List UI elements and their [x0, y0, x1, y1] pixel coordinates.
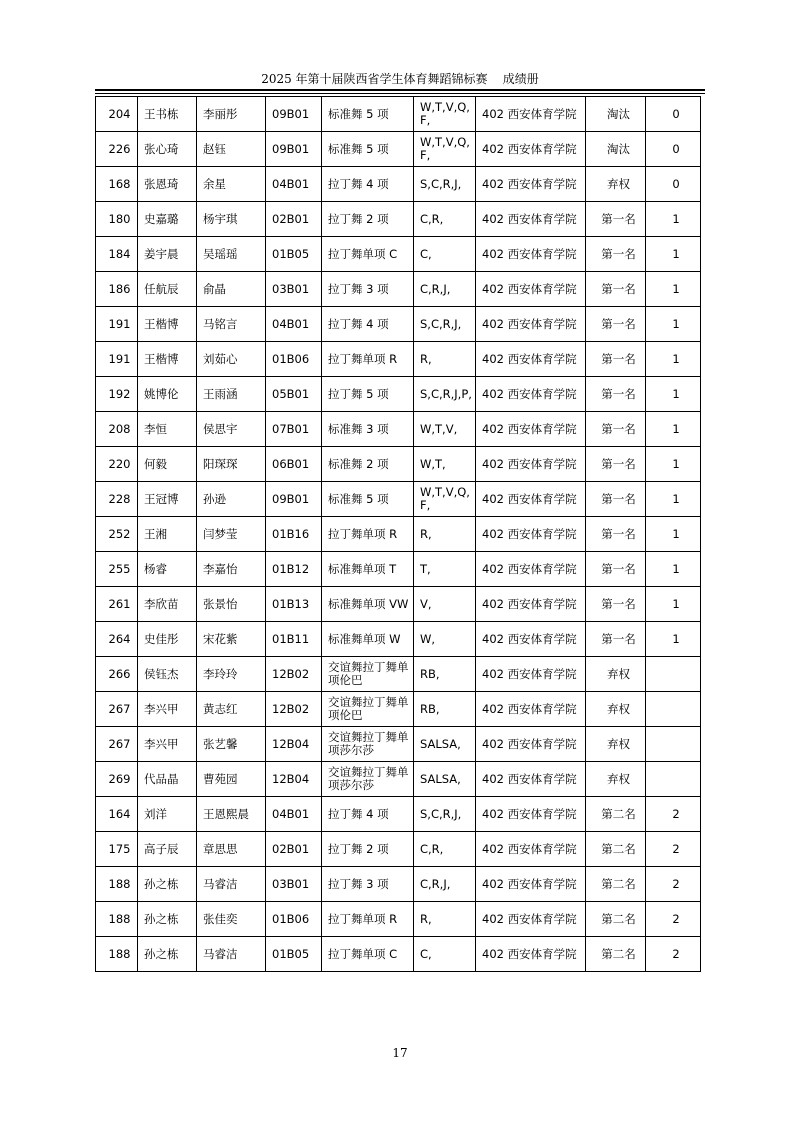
cell-group-code: 02B01 — [266, 202, 322, 237]
cell-group-code: 09B01 — [266, 482, 322, 517]
cell-athlete-number: 184 — [96, 237, 138, 272]
cell-score: 1 — [646, 622, 701, 657]
cell-female-dancer: 章思思 — [197, 832, 266, 867]
cell-athlete-number: 191 — [96, 307, 138, 342]
cell-result: 弃权 — [586, 657, 646, 692]
cell-athlete-number: 188 — [96, 867, 138, 902]
cell-male-dancer: 姜宇晨 — [138, 237, 197, 272]
cell-result: 第一名 — [586, 447, 646, 482]
cell-female-dancer: 俞晶 — [197, 272, 266, 307]
cell-group-code: 04B01 — [266, 307, 322, 342]
table-row — [96, 727, 701, 762]
cell-female-dancer: 李玲玲 — [197, 657, 266, 692]
cell-group-code: 04B01 — [266, 167, 322, 202]
cell-event-name: 标准舞单项 VW — [322, 587, 414, 622]
cell-event-name: 交谊舞拉丁舞单项莎尔莎 — [322, 727, 414, 762]
results-table-body — [96, 97, 701, 972]
cell-dances: W,T,V,Q,F, — [414, 97, 476, 132]
cell-dances: C,R, — [414, 832, 476, 867]
cell-score: 1 — [646, 237, 701, 272]
cell-team: 402 西安体育学院 — [476, 167, 586, 202]
cell-team: 402 西安体育学院 — [476, 482, 586, 517]
cell-event-name: 拉丁舞 3 项 — [322, 867, 414, 902]
cell-dances: C,R,J, — [414, 272, 476, 307]
cell-result: 第一名 — [586, 202, 646, 237]
cell-event-name: 拉丁舞 5 项 — [322, 377, 414, 412]
cell-female-dancer: 侯思宇 — [197, 412, 266, 447]
cell-event-name: 拉丁舞单项 R — [322, 517, 414, 552]
cell-result: 第一名 — [586, 342, 646, 377]
table-row — [96, 937, 701, 972]
cell-female-dancer: 余星 — [197, 167, 266, 202]
cell-score: 1 — [646, 447, 701, 482]
cell-event-name: 交谊舞拉丁舞单项莎尔莎 — [322, 762, 414, 797]
cell-male-dancer: 张心琦 — [138, 132, 197, 167]
cell-team: 402 西安体育学院 — [476, 307, 586, 342]
cell-female-dancer: 张佳奕 — [197, 902, 266, 937]
cell-female-dancer: 李丽彤 — [197, 97, 266, 132]
cell-group-code: 06B01 — [266, 447, 322, 482]
cell-event-name: 拉丁舞 4 项 — [322, 167, 414, 202]
cell-male-dancer: 侯钰杰 — [138, 657, 197, 692]
header-rule-thin — [95, 93, 705, 94]
cell-male-dancer: 李兴甲 — [138, 727, 197, 762]
cell-group-code: 12B04 — [266, 727, 322, 762]
cell-female-dancer: 阳琛琛 — [197, 447, 266, 482]
cell-athlete-number: 188 — [96, 937, 138, 972]
cell-team: 402 西安体育学院 — [476, 342, 586, 377]
cell-event-name: 标准舞 5 项 — [322, 132, 414, 167]
cell-female-dancer: 李嘉怡 — [197, 552, 266, 587]
cell-dances: R, — [414, 342, 476, 377]
cell-athlete-number: 175 — [96, 832, 138, 867]
cell-dances: W,T,V, — [414, 412, 476, 447]
cell-female-dancer: 马睿洁 — [197, 937, 266, 972]
cell-male-dancer: 孙之栋 — [138, 867, 197, 902]
cell-group-code: 12B02 — [266, 692, 322, 727]
table-row — [96, 237, 701, 272]
cell-result: 第一名 — [586, 482, 646, 517]
cell-event-name: 拉丁舞 2 项 — [322, 832, 414, 867]
cell-male-dancer: 史嘉璐 — [138, 202, 197, 237]
cell-score — [646, 762, 701, 797]
cell-female-dancer: 赵钰 — [197, 132, 266, 167]
cell-dances: V, — [414, 587, 476, 622]
cell-dances: W,T,V,Q,F, — [414, 132, 476, 167]
cell-group-code: 01B16 — [266, 517, 322, 552]
table-row — [96, 97, 701, 132]
cell-female-dancer: 孙逊 — [197, 482, 266, 517]
cell-event-name: 标准舞单项 W — [322, 622, 414, 657]
cell-female-dancer: 吴瑶瑶 — [197, 237, 266, 272]
cell-athlete-number: 186 — [96, 272, 138, 307]
table-row — [96, 342, 701, 377]
cell-result: 第一名 — [586, 587, 646, 622]
cell-event-name: 拉丁舞单项 C — [322, 237, 414, 272]
cell-dances: R, — [414, 902, 476, 937]
cell-male-dancer: 任航辰 — [138, 272, 197, 307]
cell-female-dancer: 马睿洁 — [197, 867, 266, 902]
cell-group-code: 05B01 — [266, 377, 322, 412]
cell-male-dancer: 李恒 — [138, 412, 197, 447]
table-row — [96, 272, 701, 307]
cell-group-code: 12B04 — [266, 762, 322, 797]
cell-team: 402 西安体育学院 — [476, 902, 586, 937]
cell-score: 0 — [646, 132, 701, 167]
cell-group-code: 01B06 — [266, 902, 322, 937]
cell-event-name: 拉丁舞 3 项 — [322, 272, 414, 307]
cell-male-dancer: 史佳彤 — [138, 622, 197, 657]
cell-group-code: 12B02 — [266, 657, 322, 692]
cell-score: 1 — [646, 342, 701, 377]
cell-result: 弃权 — [586, 692, 646, 727]
cell-event-name: 拉丁舞单项 C — [322, 937, 414, 972]
cell-group-code: 01B12 — [266, 552, 322, 587]
cell-score — [646, 692, 701, 727]
table-row — [96, 307, 701, 342]
cell-result: 第二名 — [586, 832, 646, 867]
cell-score: 1 — [646, 377, 701, 412]
cell-female-dancer: 宋花紫 — [197, 622, 266, 657]
cell-male-dancer: 李欣苗 — [138, 587, 197, 622]
cell-female-dancer: 王恩熙晨 — [197, 797, 266, 832]
cell-athlete-number: 168 — [96, 167, 138, 202]
cell-dances: SALSA, — [414, 762, 476, 797]
cell-male-dancer: 王书栋 — [138, 97, 197, 132]
cell-score — [646, 727, 701, 762]
cell-result: 第二名 — [586, 937, 646, 972]
cell-score: 2 — [646, 902, 701, 937]
cell-female-dancer: 刘茹心 — [197, 342, 266, 377]
cell-event-name: 交谊舞拉丁舞单项伦巴 — [322, 692, 414, 727]
cell-result: 第一名 — [586, 307, 646, 342]
cell-group-code: 02B01 — [266, 832, 322, 867]
cell-result: 第二名 — [586, 867, 646, 902]
cell-dances: C,R, — [414, 202, 476, 237]
cell-event-name: 拉丁舞 2 项 — [322, 202, 414, 237]
cell-male-dancer: 李兴甲 — [138, 692, 197, 727]
cell-event-name: 拉丁舞单项 R — [322, 902, 414, 937]
cell-athlete-number: 264 — [96, 622, 138, 657]
cell-result: 第二名 — [586, 902, 646, 937]
cell-group-code: 01B06 — [266, 342, 322, 377]
cell-event-name: 标准舞单项 T — [322, 552, 414, 587]
cell-dances: RB, — [414, 692, 476, 727]
cell-result: 第一名 — [586, 622, 646, 657]
cell-dances: W,T,V,Q,F, — [414, 482, 476, 517]
cell-score — [646, 657, 701, 692]
cell-score: 2 — [646, 937, 701, 972]
cell-group-code: 07B01 — [266, 412, 322, 447]
cell-team: 402 西安体育学院 — [476, 937, 586, 972]
page-header-title: 2025 年第十届陕西省学生体育舞蹈锦标赛 成绩册 — [261, 72, 539, 86]
cell-team: 402 西安体育学院 — [476, 552, 586, 587]
header-rule-thick — [95, 89, 705, 91]
cell-female-dancer: 张艺馨 — [197, 727, 266, 762]
cell-team: 402 西安体育学院 — [476, 622, 586, 657]
cell-event-name: 拉丁舞 4 项 — [322, 307, 414, 342]
table-row — [96, 517, 701, 552]
cell-event-name: 标准舞 2 项 — [322, 447, 414, 482]
table-row — [96, 587, 701, 622]
cell-female-dancer: 杨宇琪 — [197, 202, 266, 237]
table-row — [96, 377, 701, 412]
cell-athlete-number: 252 — [96, 517, 138, 552]
cell-score: 1 — [646, 272, 701, 307]
cell-male-dancer: 何毅 — [138, 447, 197, 482]
cell-female-dancer: 曹苑园 — [197, 762, 266, 797]
cell-dances: W,T, — [414, 447, 476, 482]
table-row — [96, 832, 701, 867]
table-row — [96, 202, 701, 237]
table-row — [96, 482, 701, 517]
cell-group-code: 04B01 — [266, 797, 322, 832]
table-row — [96, 867, 701, 902]
cell-score: 0 — [646, 167, 701, 202]
cell-dances: T, — [414, 552, 476, 587]
cell-event-name: 标准舞 5 项 — [322, 482, 414, 517]
table-row — [96, 692, 701, 727]
cell-result: 第一名 — [586, 412, 646, 447]
cell-female-dancer: 王雨涵 — [197, 377, 266, 412]
cell-result: 淘汰 — [586, 132, 646, 167]
cell-team: 402 西安体育学院 — [476, 692, 586, 727]
cell-result: 第一名 — [586, 377, 646, 412]
cell-athlete-number: 191 — [96, 342, 138, 377]
cell-team: 402 西安体育学院 — [476, 377, 586, 412]
cell-team: 402 西安体育学院 — [476, 132, 586, 167]
cell-athlete-number: 208 — [96, 412, 138, 447]
cell-team: 402 西安体育学院 — [476, 412, 586, 447]
cell-athlete-number: 164 — [96, 797, 138, 832]
cell-athlete-number: 192 — [96, 377, 138, 412]
cell-score: 1 — [646, 517, 701, 552]
cell-athlete-number: 267 — [96, 727, 138, 762]
cell-team: 402 西安体育学院 — [476, 202, 586, 237]
cell-group-code: 01B13 — [266, 587, 322, 622]
cell-dances: R, — [414, 517, 476, 552]
cell-dances: C, — [414, 937, 476, 972]
cell-score: 0 — [646, 97, 701, 132]
cell-team: 402 西安体育学院 — [476, 867, 586, 902]
cell-team: 402 西安体育学院 — [476, 517, 586, 552]
cell-group-code: 01B05 — [266, 237, 322, 272]
cell-male-dancer: 孙之栋 — [138, 902, 197, 937]
cell-result: 弃权 — [586, 762, 646, 797]
cell-event-name: 拉丁舞单项 R — [322, 342, 414, 377]
cell-athlete-number: 180 — [96, 202, 138, 237]
cell-team: 402 西安体育学院 — [476, 727, 586, 762]
cell-event-name: 标准舞 3 项 — [322, 412, 414, 447]
cell-athlete-number: 228 — [96, 482, 138, 517]
cell-score: 2 — [646, 867, 701, 902]
cell-dances: S,C,R,J, — [414, 307, 476, 342]
cell-result: 第一名 — [586, 517, 646, 552]
cell-male-dancer: 杨睿 — [138, 552, 197, 587]
cell-event-name: 拉丁舞 4 项 — [322, 797, 414, 832]
cell-dances: S,C,R,J, — [414, 797, 476, 832]
cell-male-dancer: 代品晶 — [138, 762, 197, 797]
cell-event-name: 交谊舞拉丁舞单项伦巴 — [322, 657, 414, 692]
cell-athlete-number: 188 — [96, 902, 138, 937]
table-row — [96, 762, 701, 797]
cell-result: 弃权 — [586, 727, 646, 762]
cell-male-dancer: 张恩琦 — [138, 167, 197, 202]
cell-event-name: 标准舞 5 项 — [322, 97, 414, 132]
cell-female-dancer: 张景怡 — [197, 587, 266, 622]
cell-athlete-number: 220 — [96, 447, 138, 482]
cell-team: 402 西安体育学院 — [476, 832, 586, 867]
cell-athlete-number: 266 — [96, 657, 138, 692]
cell-male-dancer: 王楷博 — [138, 307, 197, 342]
cell-team: 402 西安体育学院 — [476, 272, 586, 307]
cell-score: 1 — [646, 202, 701, 237]
cell-dances: C, — [414, 237, 476, 272]
cell-team: 402 西安体育学院 — [476, 657, 586, 692]
cell-score: 2 — [646, 832, 701, 867]
cell-team: 402 西安体育学院 — [476, 97, 586, 132]
table-row — [96, 167, 701, 202]
table-row — [96, 622, 701, 657]
cell-result: 弃权 — [586, 167, 646, 202]
cell-team: 402 西安体育学院 — [476, 447, 586, 482]
table-row — [96, 412, 701, 447]
cell-group-code: 01B11 — [266, 622, 322, 657]
cell-dances: S,C,R,J,P, — [414, 377, 476, 412]
cell-group-code: 03B01 — [266, 272, 322, 307]
cell-athlete-number: 255 — [96, 552, 138, 587]
cell-male-dancer: 孙之栋 — [138, 937, 197, 972]
cell-group-code: 01B05 — [266, 937, 322, 972]
cell-score: 1 — [646, 587, 701, 622]
cell-score: 1 — [646, 412, 701, 447]
cell-male-dancer: 高子辰 — [138, 832, 197, 867]
cell-team: 402 西安体育学院 — [476, 762, 586, 797]
page-number: 17 — [392, 1046, 408, 1060]
cell-result: 淘汰 — [586, 97, 646, 132]
cell-result: 第一名 — [586, 552, 646, 587]
cell-score: 1 — [646, 307, 701, 342]
cell-athlete-number: 267 — [96, 692, 138, 727]
cell-male-dancer: 王楷博 — [138, 342, 197, 377]
table-row — [96, 132, 701, 167]
cell-athlete-number: 226 — [96, 132, 138, 167]
cell-group-code: 09B01 — [266, 132, 322, 167]
table-row — [96, 447, 701, 482]
cell-male-dancer: 姚博伦 — [138, 377, 197, 412]
cell-athlete-number: 261 — [96, 587, 138, 622]
cell-team: 402 西安体育学院 — [476, 587, 586, 622]
cell-result: 第一名 — [586, 272, 646, 307]
cell-result: 第二名 — [586, 797, 646, 832]
table-row — [96, 552, 701, 587]
cell-dances: RB, — [414, 657, 476, 692]
cell-athlete-number: 269 — [96, 762, 138, 797]
cell-dances: S,C,R,J, — [414, 167, 476, 202]
cell-score: 1 — [646, 482, 701, 517]
cell-result: 第一名 — [586, 237, 646, 272]
table-row — [96, 797, 701, 832]
cell-group-code: 09B01 — [266, 97, 322, 132]
table-row — [96, 657, 701, 692]
cell-dances: W, — [414, 622, 476, 657]
cell-female-dancer: 马铭言 — [197, 307, 266, 342]
cell-dances: SALSA, — [414, 727, 476, 762]
results-table — [95, 96, 701, 972]
cell-score: 1 — [646, 552, 701, 587]
cell-dances: C,R,J, — [414, 867, 476, 902]
cell-athlete-number: 204 — [96, 97, 138, 132]
cell-male-dancer: 刘洋 — [138, 797, 197, 832]
cell-group-code: 03B01 — [266, 867, 322, 902]
cell-team: 402 西安体育学院 — [476, 237, 586, 272]
cell-female-dancer: 黄志红 — [197, 692, 266, 727]
cell-female-dancer: 闫梦莹 — [197, 517, 266, 552]
cell-male-dancer: 王冠博 — [138, 482, 197, 517]
table-row — [96, 902, 701, 937]
cell-team: 402 西安体育学院 — [476, 797, 586, 832]
cell-male-dancer: 王湘 — [138, 517, 197, 552]
cell-score: 2 — [646, 797, 701, 832]
